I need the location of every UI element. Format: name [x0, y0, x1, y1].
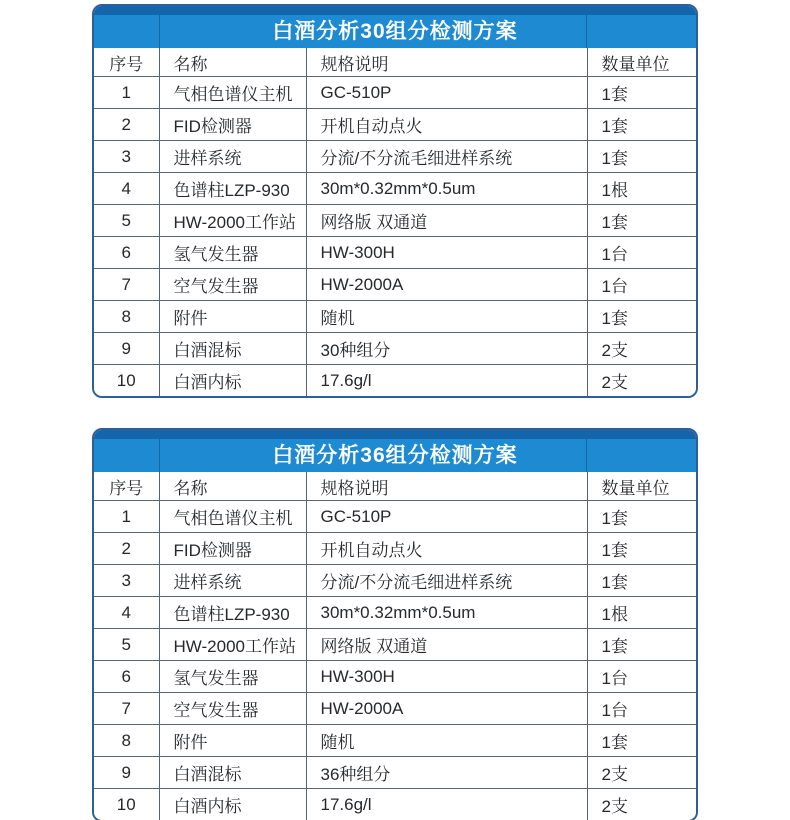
column-header-row: [94, 48, 696, 77]
item-qty: 1套: [587, 205, 696, 237]
title-strip: [94, 15, 696, 48]
item-qty: 1套: [587, 77, 696, 109]
column-header: 序号: [94, 472, 159, 501]
table-row: [94, 141, 696, 173]
plan-table-36: [92, 428, 698, 820]
row-index: 5: [94, 205, 159, 237]
item-name: HW-2000工作站: [159, 205, 306, 237]
item-qty: 2支: [587, 789, 696, 820]
table-row: [94, 269, 696, 301]
item-qty: 1套: [587, 565, 696, 597]
table-title: 白酒分析36组分检测方案: [272, 444, 518, 467]
table-row: [94, 109, 696, 141]
column-header: 规格说明: [306, 48, 587, 77]
row-index: 3: [94, 141, 159, 173]
item-name: 气相色谱仪主机: [159, 501, 306, 533]
item-name: 附件: [159, 301, 306, 333]
item-qty: 1根: [587, 173, 696, 205]
item-spec: 30种组分: [306, 333, 587, 365]
item-spec: 开机自动点火: [306, 109, 587, 141]
spec-table: [94, 472, 696, 820]
item-spec: 随机: [306, 725, 587, 757]
item-name: 氢气发生器: [159, 237, 306, 269]
item-name: 白酒混标: [159, 333, 306, 365]
table-row: [94, 597, 696, 629]
item-name: HW-2000工作站: [159, 629, 306, 661]
item-spec: 36种组分: [306, 757, 587, 789]
table-row: [94, 77, 696, 109]
table-row: [94, 301, 696, 333]
item-qty: 1台: [587, 661, 696, 693]
item-qty: 2支: [587, 365, 696, 397]
item-name: 氢气发生器: [159, 661, 306, 693]
item-name: 进样系统: [159, 141, 306, 173]
column-header: 规格说明: [306, 472, 587, 501]
column-header: 数量单位: [587, 472, 696, 501]
item-spec: 网络版 双通道: [306, 629, 587, 661]
item-qty: 1套: [587, 301, 696, 333]
item-qty: 1套: [587, 501, 696, 533]
item-spec: 17.6g/l: [306, 365, 587, 397]
table-row: [94, 565, 696, 597]
table-row: [94, 173, 696, 205]
column-header: 序号: [94, 48, 159, 77]
table-row: [94, 725, 696, 757]
item-qty: 2支: [587, 757, 696, 789]
table-row: [94, 757, 696, 789]
row-index: 5: [94, 629, 159, 661]
item-spec: 开机自动点火: [306, 533, 587, 565]
item-spec: 30m*0.32mm*0.5um: [306, 597, 587, 629]
column-header: 名称: [159, 472, 306, 501]
item-spec: 分流/不分流毛细进样系统: [306, 565, 587, 597]
item-qty: 1台: [587, 269, 696, 301]
row-index: 7: [94, 269, 159, 301]
item-name: 进样系统: [159, 565, 306, 597]
row-index: 1: [94, 501, 159, 533]
table-row: [94, 661, 696, 693]
row-index: 6: [94, 661, 159, 693]
table-row: [94, 205, 696, 237]
row-index: 8: [94, 301, 159, 333]
item-name: 附件: [159, 725, 306, 757]
row-index: 6: [94, 237, 159, 269]
item-name: 白酒内标: [159, 365, 306, 397]
table-row: [94, 629, 696, 661]
spec-table: [94, 48, 696, 396]
row-index: 10: [94, 789, 159, 820]
table-header-bar: [94, 6, 696, 48]
item-name: FID检测器: [159, 109, 306, 141]
row-index: 8: [94, 725, 159, 757]
table-row: [94, 365, 696, 397]
table-row: [94, 333, 696, 365]
title-divider-right: [586, 15, 587, 48]
item-spec: 30m*0.32mm*0.5um: [306, 173, 587, 205]
row-index: 3: [94, 565, 159, 597]
plan-table-30: [92, 4, 698, 398]
item-spec: GC-510P: [306, 77, 587, 109]
item-spec: HW-300H: [306, 237, 587, 269]
row-index: 9: [94, 333, 159, 365]
title-strip: [94, 439, 696, 472]
item-name: FID检测器: [159, 533, 306, 565]
column-header-row: [94, 472, 696, 501]
item-name: 气相色谱仪主机: [159, 77, 306, 109]
row-index: 4: [94, 173, 159, 205]
item-name: 白酒混标: [159, 757, 306, 789]
row-index: 2: [94, 109, 159, 141]
item-spec: HW-2000A: [306, 693, 587, 725]
table-row: [94, 533, 696, 565]
table-row: [94, 237, 696, 269]
title-divider-left: [159, 439, 160, 472]
item-spec: 网络版 双通道: [306, 205, 587, 237]
item-spec: 随机: [306, 301, 587, 333]
row-index: 4: [94, 597, 159, 629]
item-name: 白酒内标: [159, 789, 306, 820]
table-row: [94, 501, 696, 533]
item-spec: 分流/不分流毛细进样系统: [306, 141, 587, 173]
title-divider-left: [159, 15, 160, 48]
table-row: [94, 789, 696, 820]
row-index: 10: [94, 365, 159, 397]
item-name: 色谱柱LZP-930: [159, 597, 306, 629]
title-divider-right: [586, 439, 587, 472]
item-qty: 1套: [587, 629, 696, 661]
item-qty: 1套: [587, 141, 696, 173]
row-index: 9: [94, 757, 159, 789]
item-name: 色谱柱LZP-930: [159, 173, 306, 205]
table-row: [94, 693, 696, 725]
item-qty: 2支: [587, 333, 696, 365]
row-index: 7: [94, 693, 159, 725]
row-index: 1: [94, 77, 159, 109]
item-qty: 1根: [587, 597, 696, 629]
column-header: 数量单位: [587, 48, 696, 77]
item-qty: 1套: [587, 109, 696, 141]
column-header: 名称: [159, 48, 306, 77]
item-name: 空气发生器: [159, 269, 306, 301]
item-qty: 1台: [587, 693, 696, 725]
item-spec: HW-2000A: [306, 269, 587, 301]
row-index: 2: [94, 533, 159, 565]
item-qty: 1套: [587, 725, 696, 757]
table-title: 白酒分析30组分检测方案: [272, 20, 518, 43]
item-qty: 1套: [587, 533, 696, 565]
item-qty: 1台: [587, 237, 696, 269]
item-name: 空气发生器: [159, 693, 306, 725]
item-spec: 17.6g/l: [306, 789, 587, 820]
table-header-bar: [94, 430, 696, 472]
item-spec: GC-510P: [306, 501, 587, 533]
item-spec: HW-300H: [306, 661, 587, 693]
